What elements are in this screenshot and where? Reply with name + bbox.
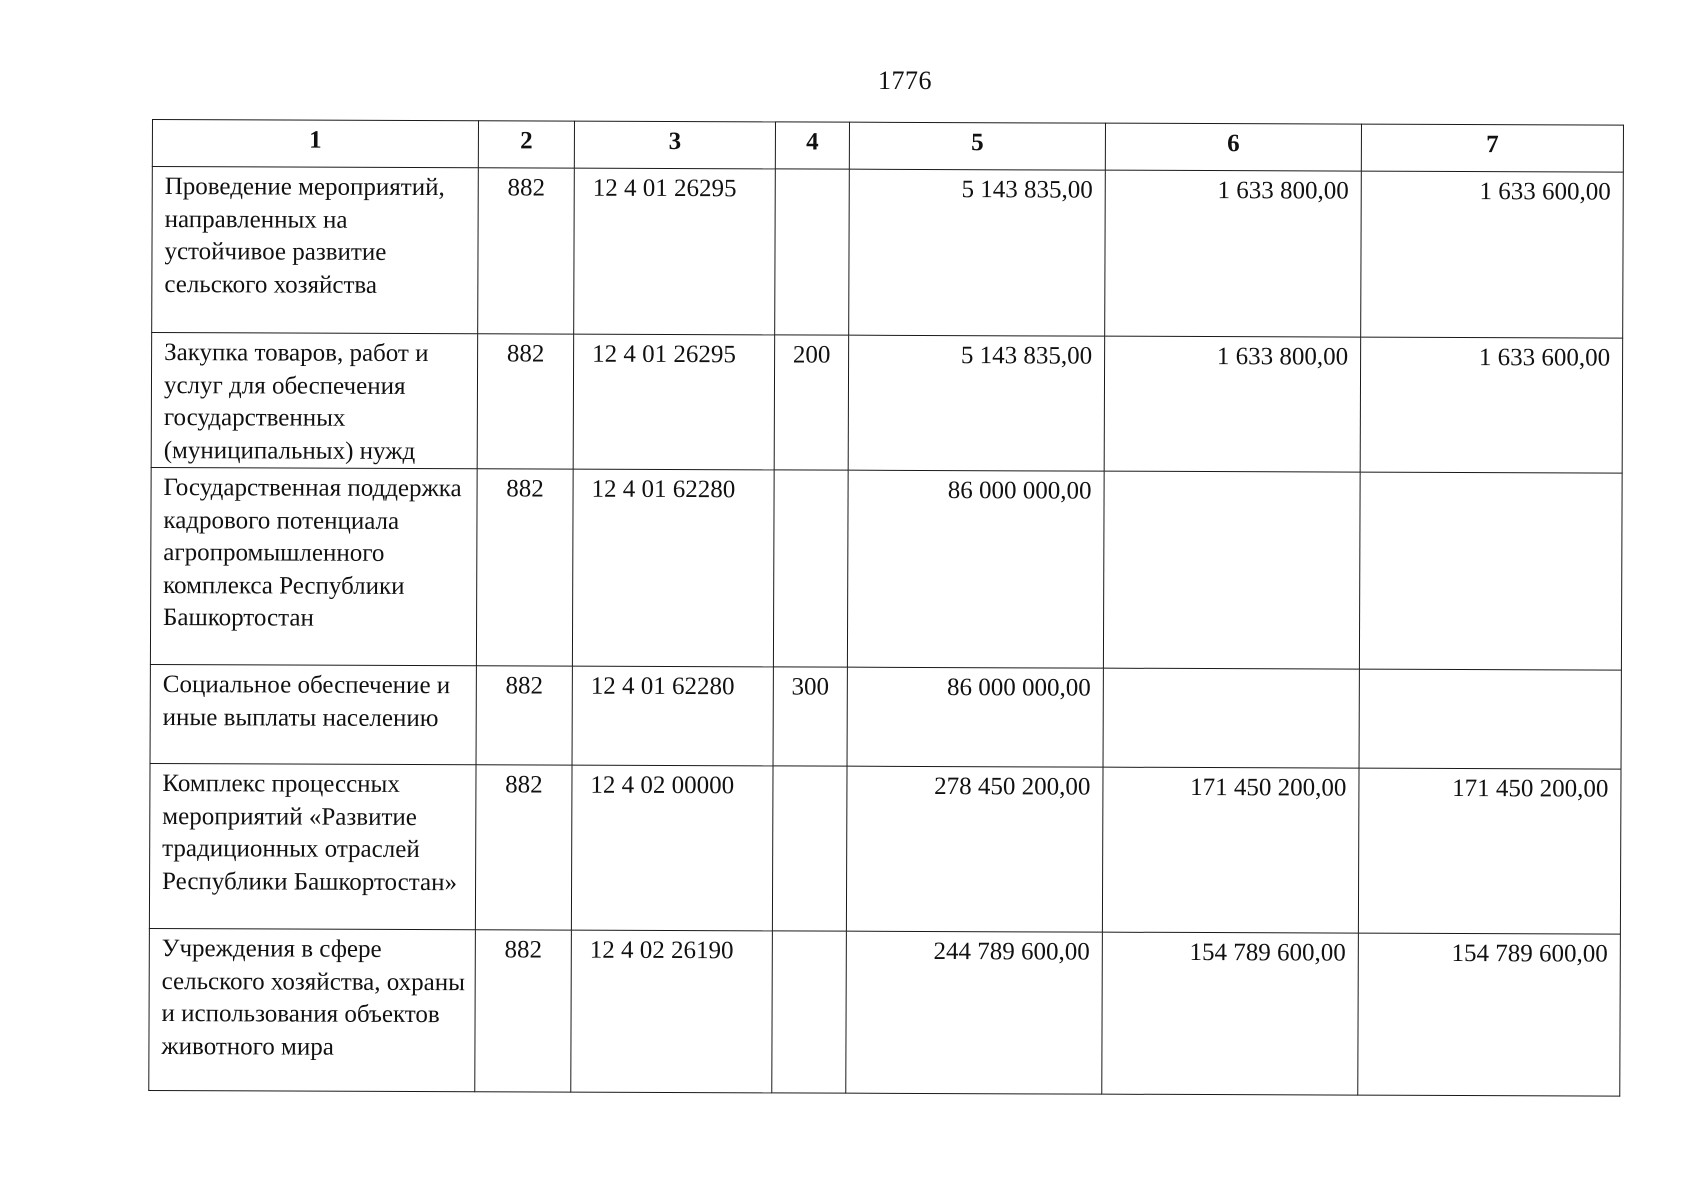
- row-sum-col6: [1103, 668, 1359, 768]
- row-ministry-code: 882: [476, 469, 573, 666]
- row-name: Социальное обеспечение и иные выплаты населению: [150, 664, 476, 764]
- row-sum-col6: [1103, 471, 1360, 669]
- row-ministry-code: 882: [475, 765, 572, 930]
- row-ministry-code: 882: [475, 930, 572, 1092]
- table-row: [152, 167, 1624, 339]
- table-row: [150, 664, 1621, 769]
- header-col-1: 1: [152, 120, 478, 168]
- row-sum-col6: 171 450 200,00: [1102, 767, 1359, 933]
- row-expense-code: [772, 766, 847, 931]
- row-name: Учреждения в сфере сельского хозяйства, охраны и использования объектов животного мира: [149, 928, 476, 1091]
- header-col-2: 2: [478, 121, 574, 168]
- row-sum-col7: 1 633 600,00: [1360, 337, 1623, 473]
- row-ministry-code: 882: [476, 666, 572, 765]
- row-sum-col7: 154 789 600,00: [1358, 933, 1621, 1096]
- row-sum-col6: 1 633 800,00: [1105, 170, 1362, 337]
- row-sum-col5: 244 789 600,00: [846, 931, 1103, 1094]
- row-expense-code: 300: [773, 667, 847, 766]
- table-row: [149, 928, 1621, 1096]
- row-expense-code: [775, 169, 850, 335]
- row-sum-col7: 171 450 200,00: [1358, 768, 1621, 934]
- row-sum-col5: 86 000 000,00: [847, 470, 1104, 668]
- budget-table: [148, 119, 1624, 1097]
- header-col-3: 3: [574, 121, 775, 169]
- row-ministry-code: 882: [477, 334, 574, 469]
- row-sum-col5: 5 143 835,00: [848, 335, 1105, 471]
- row-name: Государственная поддержка кадрового потенциала агропромышленного комплекса Республики Башкортостан: [150, 467, 477, 665]
- row-sum-col7: 1 633 600,00: [1361, 171, 1624, 338]
- row-sum-col7: [1359, 669, 1621, 769]
- row-name: Закупка товаров, работ и услуг для обеспечения государственных (муниципальных) нужд: [151, 333, 478, 469]
- row-target-code: 12 4 01 26295: [573, 334, 775, 470]
- row-sum-col5: 5 143 835,00: [849, 169, 1106, 336]
- row-target-code: 12 4 01 62280: [572, 469, 774, 667]
- row-sum-col6: 154 789 600,00: [1102, 932, 1359, 1095]
- row-target-code: 12 4 01 62280: [572, 666, 773, 766]
- header-col-7: 7: [1361, 124, 1623, 172]
- row-target-code: 12 4 02 26190: [571, 930, 773, 1093]
- row-name: Комплекс процессных мероприятий «Развитие традиционных отраслей Республики Башкортостан»: [149, 763, 476, 929]
- row-sum-col5: 278 450 200,00: [846, 766, 1103, 932]
- row-expense-code: [773, 470, 848, 667]
- table-row: [149, 763, 1621, 934]
- row-name: Проведение мероприятий, направленных на устойчивое развитие сельского хозяйства: [152, 167, 479, 334]
- row-sum-col5: 86 000 000,00: [847, 667, 1103, 767]
- row-expense-code: [772, 931, 847, 1093]
- row-ministry-code: 882: [478, 168, 575, 334]
- page-number: 1776: [878, 66, 932, 95]
- row-sum-col7: [1359, 472, 1622, 670]
- row-target-code: 12 4 02 00000: [571, 765, 773, 931]
- header-col-4: 4: [775, 122, 849, 169]
- row-expense-code: 200: [774, 335, 849, 470]
- row-target-code: 12 4 01 26295: [574, 168, 776, 335]
- header-col-5: 5: [849, 122, 1105, 170]
- header-col-6: 6: [1105, 123, 1361, 171]
- header-row: [152, 120, 1623, 173]
- row-sum-col6: 1 633 800,00: [1104, 336, 1361, 472]
- table-row: [150, 467, 1622, 670]
- table-row: [151, 333, 1623, 474]
